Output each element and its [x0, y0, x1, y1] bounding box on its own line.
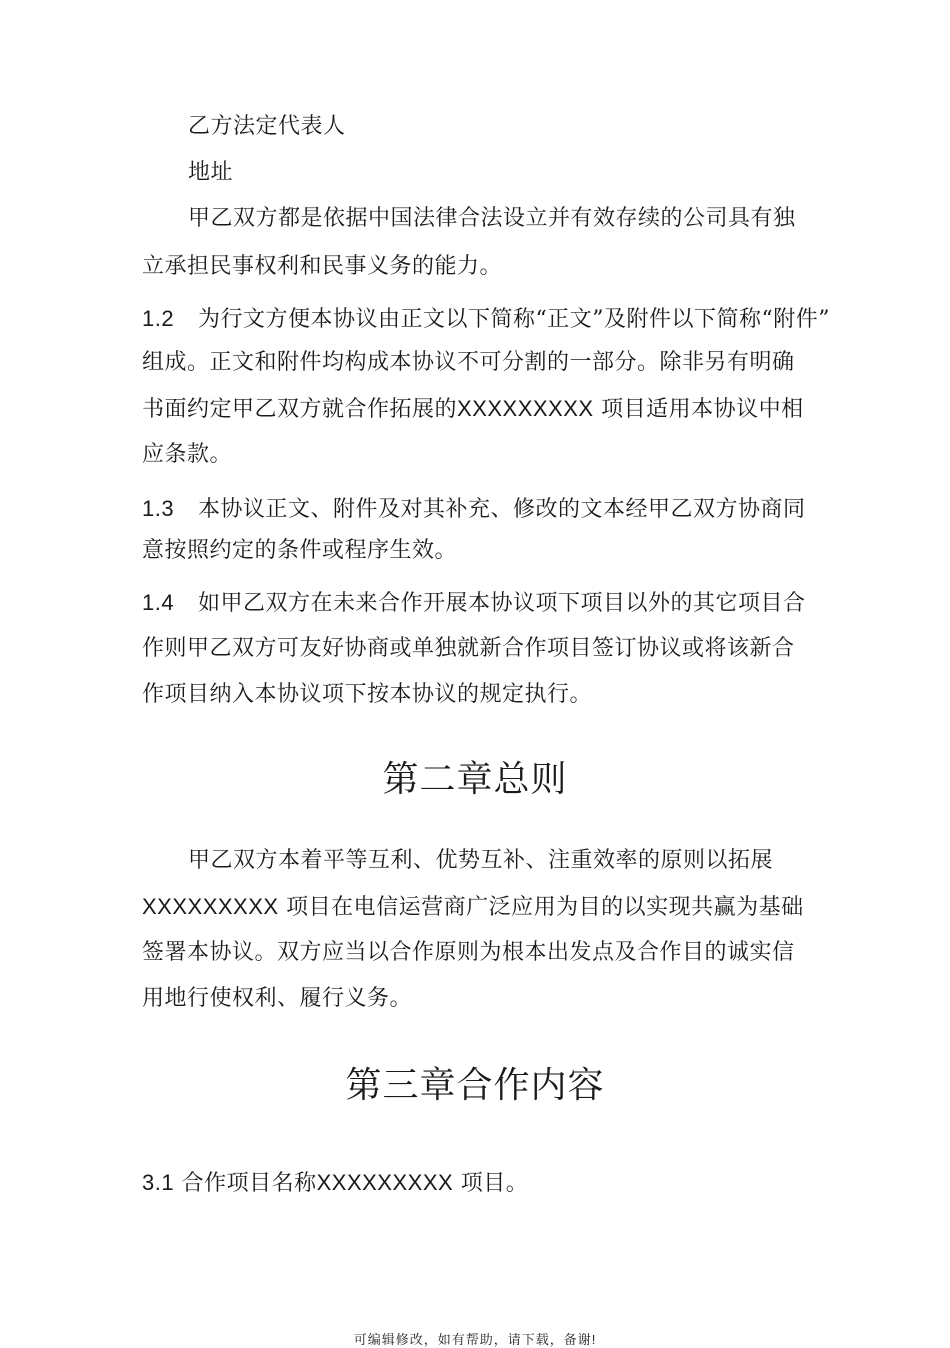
chapter-2-line-2 — [142, 892, 804, 923]
clause-number: 1.3 — [142, 496, 175, 521]
rep-line: 乙方法定代表人 — [188, 114, 346, 139]
item-number: 3.1 — [142, 1170, 175, 1195]
project-code: XXXXXXXXX — [457, 396, 594, 421]
clause-1-3-line-2: 意按照约定的条件或程序生效。 — [142, 538, 458, 563]
clause-1-2-line-3 — [142, 394, 804, 425]
clause-text: 如甲乙双方在未来合作开展本协议项下项目以外的其它项目合 — [198, 591, 806, 616]
clause-1-3-line-1 — [142, 494, 806, 525]
chapter-3-item-1 — [142, 1168, 528, 1199]
clause-text: 为行文方便本协议由正文以下简称“正文”及附件以下简称“附件” — [198, 307, 830, 332]
clause-number: 1.4 — [142, 590, 175, 615]
chapter-2-text: 项目在电信运营商广泛应用为目的以实现共赢为基础 — [286, 895, 804, 920]
clause-1-2-line-2: 组成。正文和附件均构成本协议不可分割的一部分。除非另有明确 — [142, 350, 795, 375]
clause-1-4-line-1 — [142, 588, 806, 619]
chapter-2-line-3: 签署本协议。双方应当以合作原则为根本出发点及合作目的诚实信 — [142, 940, 795, 965]
clause-1-4-line-2: 作则甲乙双方可友好协商或单独就新合作项目签订协议或将该新合 — [142, 636, 795, 661]
clause-text: 书面约定甲乙双方就合作拓展的 — [142, 397, 458, 422]
footer-note: 可编辑修改，如有帮助，请下载，备谢! — [353, 1332, 597, 1347]
item-text: 合作项目名称 — [181, 1171, 317, 1196]
chapter-2-line-4: 用地行使权利、履行义务。 — [142, 986, 413, 1011]
capacity-line-2: 立承担民事权利和民事义务的能力。 — [142, 254, 503, 279]
chapter-2-heading: 第二章总则 — [382, 759, 568, 800]
clause-number: 1.2 — [142, 306, 175, 331]
item-text: 项目。 — [460, 1171, 529, 1196]
address-line: 地址 — [188, 160, 234, 185]
clause-1-2-line-4: 应条款。 — [142, 442, 233, 467]
clause-text: 本协议正文、附件及对其补充、修改的文本经甲乙双方协商同 — [198, 497, 806, 522]
chapter-3-heading: 第三章合作内容 — [345, 1065, 605, 1106]
clause-text: 项目适用本协议中相 — [601, 397, 804, 422]
project-code: XXXXXXXXX — [316, 1170, 454, 1195]
clause-1-2-line-1 — [142, 304, 830, 335]
chapter-2-line-1: 甲乙双方本着平等互利、优势互补、注重效率的原则以拓展 — [188, 848, 774, 873]
clause-1-4-line-3: 作项目纳入本协议项下按本协议的规定执行。 — [142, 682, 593, 707]
capacity-line-1: 甲乙双方都是依据中国法律合法设立并有效存续的公司具有独 — [188, 206, 796, 231]
project-code: XXXXXXXXX — [142, 894, 279, 919]
